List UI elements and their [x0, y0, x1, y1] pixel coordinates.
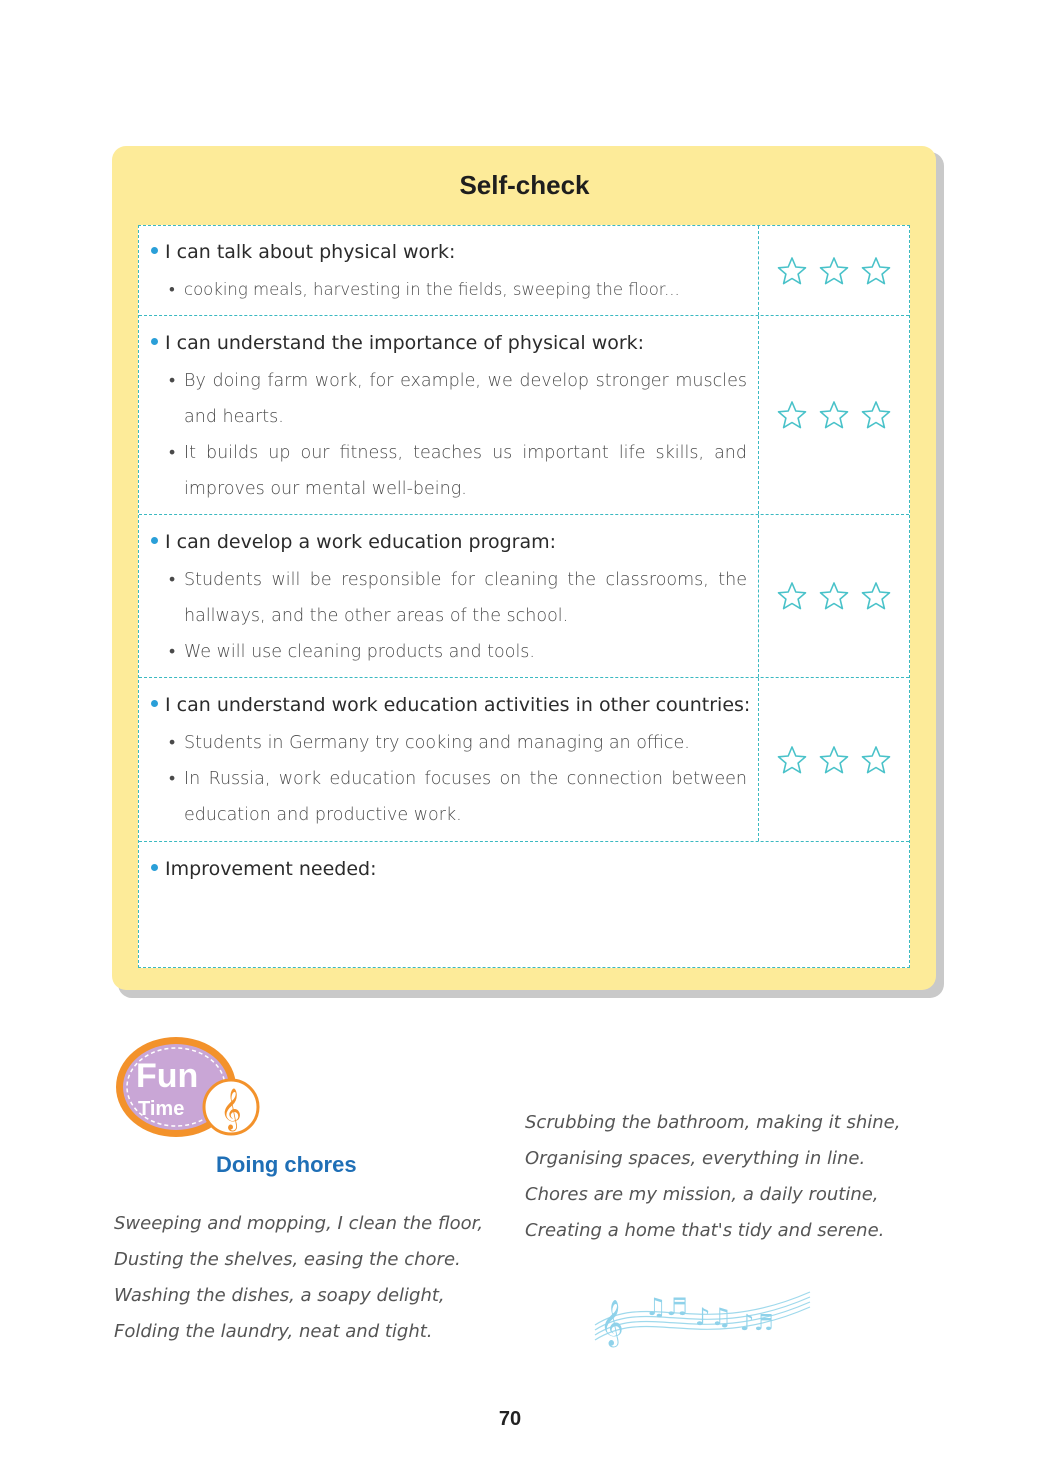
row-item: • Students will be responsible for cleaning the classrooms, the hallways, and the other areas of the school.	[169, 570, 747, 626]
poem-line: Dusting the shelves, easing the chore.	[114, 1249, 461, 1270]
fun-time-badge	[114, 1035, 260, 1145]
bullet-dot	[151, 864, 158, 871]
poem-stanza-2	[525, 1105, 900, 1249]
bullet-dot	[151, 338, 158, 345]
star-outline-icon[interactable]	[818, 399, 850, 431]
row-item: • It builds up our fitness, teaches us important life skills, and improves our mental well-being.	[169, 443, 747, 499]
star-outline-icon[interactable]	[860, 255, 892, 287]
star-rating[interactable]	[759, 678, 909, 841]
poem-line: Organising spaces, everything in line.	[525, 1148, 866, 1169]
row-item: • We will use cleaning products and tools.	[169, 642, 535, 662]
row-item: • By doing farm work, for example, we develop stronger muscles and hearts.	[169, 371, 747, 427]
row-heading: I can talk about physical work:	[151, 241, 455, 263]
row-item: • In Russia, work education focuses on the connection between education and productive work.	[169, 769, 747, 825]
star-outline-icon[interactable]	[818, 580, 850, 612]
row-item: • cooking meals, harvesting in the fields, sweeping the floor...	[169, 280, 680, 299]
self-check-title: Self-check	[459, 170, 590, 200]
svg-text:♪♬: ♪♬	[740, 1311, 774, 1336]
star-outline-icon[interactable]	[776, 399, 808, 431]
music-notes-icon	[590, 1270, 815, 1350]
improvement-label: Improvement needed:	[151, 858, 377, 880]
self-check-table	[138, 225, 910, 968]
bullet-dot	[151, 537, 158, 544]
star-rating[interactable]	[759, 316, 909, 514]
star-outline-icon[interactable]	[860, 580, 892, 612]
poem-title: Doing chores	[216, 1152, 357, 1177]
row-heading: I can understand the importance of physical work:	[151, 332, 644, 354]
self-check-row	[139, 678, 909, 842]
svg-text:𝄞: 𝄞	[220, 1089, 242, 1130]
poem-line: Scrubbing the bathroom, making it shine,	[525, 1112, 901, 1133]
star-outline-icon[interactable]	[818, 744, 850, 776]
svg-text:♫♬: ♫♬	[645, 1293, 689, 1321]
poem-line: Sweeping and mopping, I clean the floor,	[114, 1213, 484, 1234]
row-item: • Students in Germany try cooking and managing an office.	[169, 733, 690, 753]
poem-line: Chores are my mission, a daily routine,	[525, 1184, 879, 1205]
star-outline-icon[interactable]	[776, 744, 808, 776]
badge-time-text: Time	[138, 1098, 185, 1120]
svg-text:𝄞: 𝄞	[600, 1300, 624, 1346]
row-heading: I can develop a work education program:	[151, 531, 556, 553]
star-outline-icon[interactable]	[776, 255, 808, 287]
treble-clef-icon	[204, 1080, 258, 1134]
star-rating[interactable]	[759, 515, 909, 677]
poem-stanza-1	[114, 1206, 483, 1350]
bullet-dot	[151, 247, 158, 254]
poem-line: Creating a home that's tidy and serene.	[525, 1220, 885, 1241]
improvement-row[interactable]	[139, 842, 909, 967]
row-heading: I can understand work education activities in other countries:	[151, 694, 750, 716]
star-outline-icon[interactable]	[860, 744, 892, 776]
row-text-cell	[139, 678, 759, 841]
badge-fun-text: Fun	[136, 1057, 199, 1095]
star-outline-icon[interactable]	[860, 399, 892, 431]
self-check-row	[139, 515, 909, 678]
star-rating[interactable]	[759, 226, 909, 315]
poem-line: Folding the laundry, neat and tight.	[114, 1321, 433, 1342]
poem-line: Washing the dishes, a soapy delight,	[114, 1285, 445, 1306]
bullet-dot	[151, 700, 158, 707]
row-text-cell	[139, 316, 759, 514]
self-check-row	[139, 226, 909, 316]
row-text-cell	[139, 226, 759, 315]
row-text-cell	[139, 515, 759, 677]
star-outline-icon[interactable]	[818, 255, 850, 287]
self-check-row	[139, 316, 909, 515]
star-outline-icon[interactable]	[776, 580, 808, 612]
page-number: 70	[498, 1408, 522, 1430]
svg-text:♪♫: ♪♫	[695, 1303, 732, 1331]
